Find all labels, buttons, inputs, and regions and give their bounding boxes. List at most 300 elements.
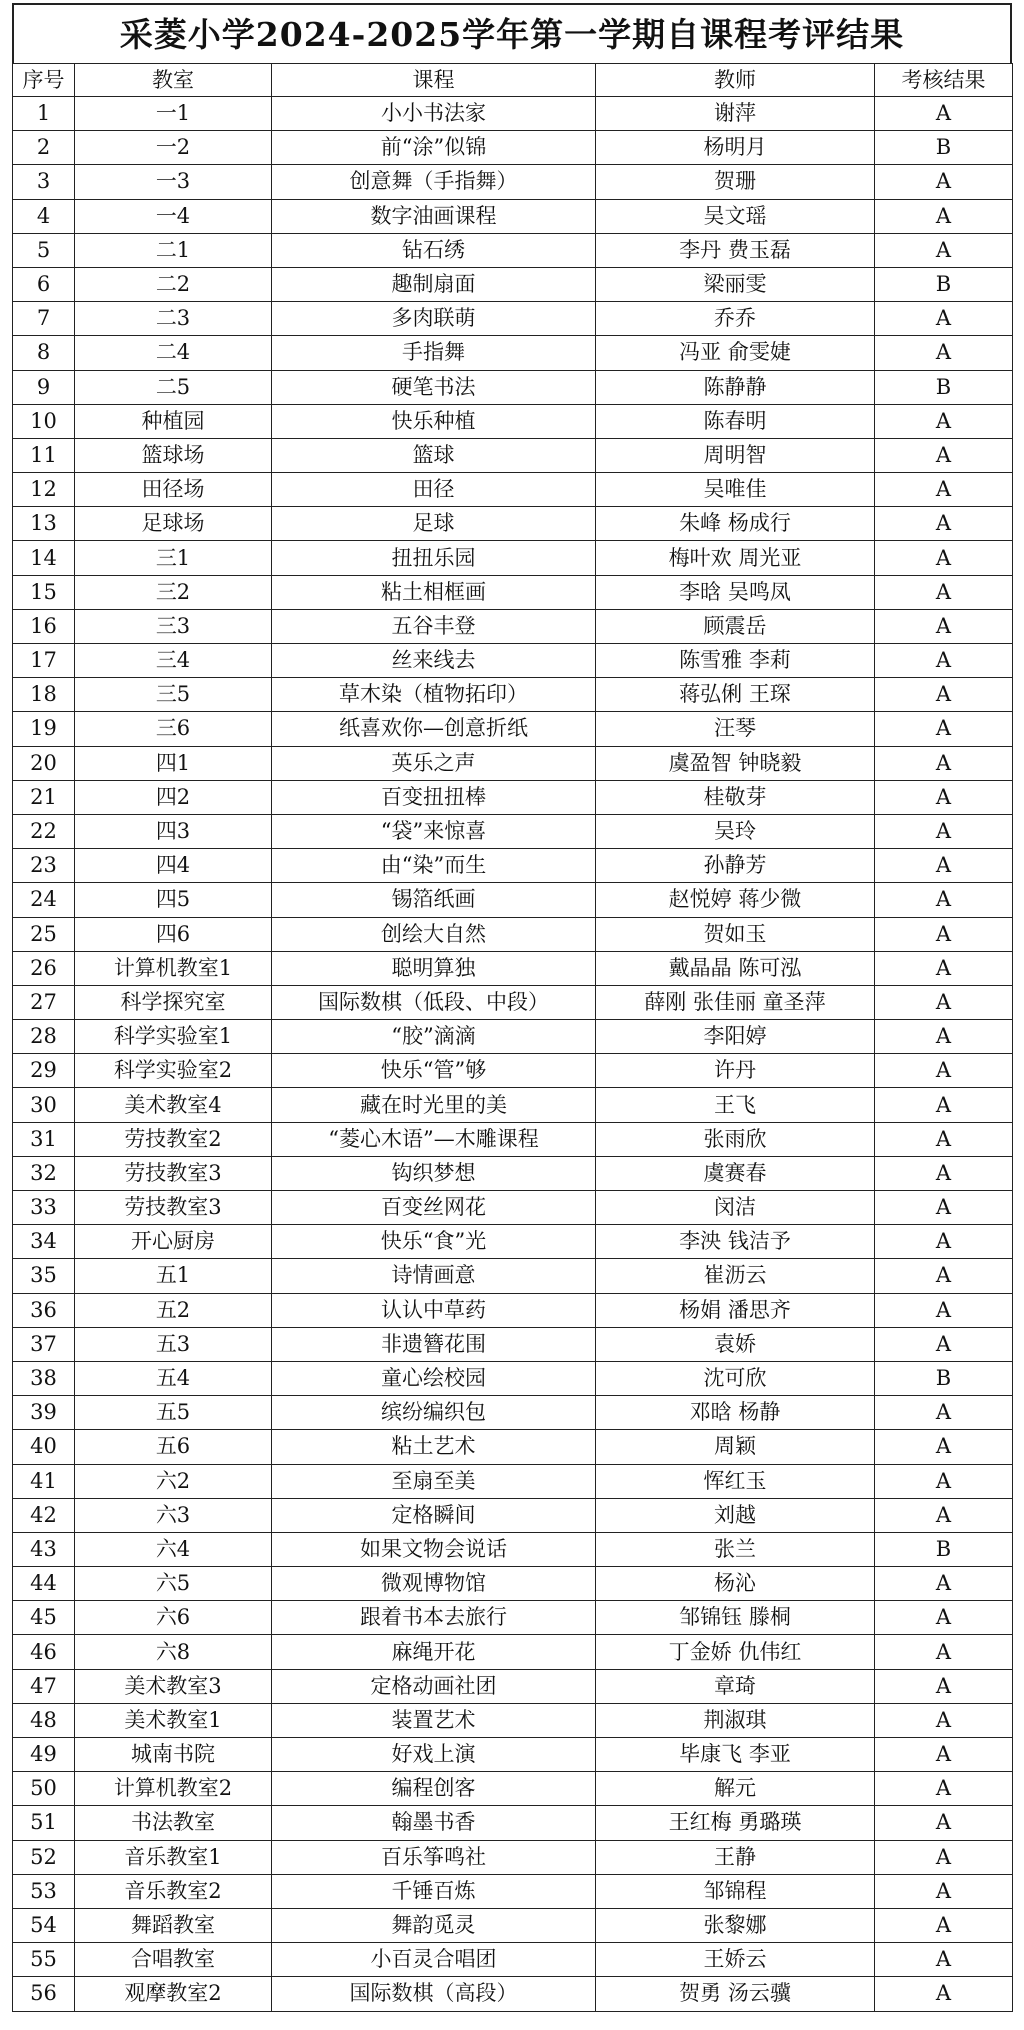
cell-classroom: 五5 — [75, 1396, 272, 1430]
cell-teacher: 恽红玉 — [596, 1464, 875, 1498]
cell-classroom: 美术教室1 — [75, 1703, 272, 1737]
cell-result: A — [875, 1122, 1013, 1156]
table-body — [13, 97, 1013, 2012]
cell-classroom: 二1 — [75, 233, 272, 267]
cell-teacher: 贺如玉 — [596, 917, 875, 951]
table-row — [13, 1122, 1013, 1156]
cell-classroom: 六6 — [75, 1601, 272, 1635]
cell-classroom: 六2 — [75, 1464, 272, 1498]
cell-teacher: 乔乔 — [596, 302, 875, 336]
cell-teacher: 王娇云 — [596, 1943, 875, 1977]
cell-result: A — [875, 199, 1013, 233]
cell-course: 舞韵觅灵 — [272, 1908, 596, 1942]
cell-teacher: 虞赛春 — [596, 1156, 875, 1190]
cell-index: 9 — [13, 370, 75, 404]
cell-teacher: 薛刚 张佳丽 童圣萍 — [596, 985, 875, 1019]
cell-teacher: 解元 — [596, 1772, 875, 1806]
table-row — [13, 678, 1013, 712]
page-title: 采菱小学2024-2025学年第一学期自课程考评结果 — [12, 3, 1012, 63]
cell-index: 41 — [13, 1464, 75, 1498]
table-row — [13, 1191, 1013, 1225]
cell-teacher: 杨娟 潘思齐 — [596, 1293, 875, 1327]
cell-teacher: 刘越 — [596, 1498, 875, 1532]
cell-index: 23 — [13, 849, 75, 883]
header-row — [13, 64, 1013, 97]
cell-result: A — [875, 1943, 1013, 1977]
cell-classroom: 二3 — [75, 302, 272, 336]
cell-course: 百变丝网花 — [272, 1191, 596, 1225]
cell-course: 田径 — [272, 473, 596, 507]
cell-teacher: 陈静静 — [596, 370, 875, 404]
table-row — [13, 849, 1013, 883]
cell-teacher: 周明智 — [596, 438, 875, 472]
cell-classroom: 一2 — [75, 131, 272, 165]
cell-teacher: 陈春明 — [596, 404, 875, 438]
cell-course: 纸喜欢你—创意折纸 — [272, 712, 596, 746]
cell-classroom: 五4 — [75, 1361, 272, 1395]
cell-teacher: 毕康飞 李亚 — [596, 1738, 875, 1772]
cell-result: A — [875, 1806, 1013, 1840]
cell-index: 22 — [13, 814, 75, 848]
cell-classroom: 劳技教室3 — [75, 1156, 272, 1190]
cell-teacher: 谢萍 — [596, 97, 875, 131]
table-row — [13, 1430, 1013, 1464]
cell-index: 55 — [13, 1943, 75, 1977]
cell-classroom: 三1 — [75, 541, 272, 575]
table-row — [13, 1498, 1013, 1532]
cell-result: A — [875, 1430, 1013, 1464]
table-row — [13, 1772, 1013, 1806]
cell-classroom: 书法教室 — [75, 1806, 272, 1840]
cell-classroom: 四2 — [75, 780, 272, 814]
cell-course: 粘土艺术 — [272, 1430, 596, 1464]
table-row — [13, 267, 1013, 301]
cell-index: 16 — [13, 609, 75, 643]
cell-course: 编程创客 — [272, 1772, 596, 1806]
table-row — [13, 1669, 1013, 1703]
cell-course: 百变扭扭棒 — [272, 780, 596, 814]
cell-course: 跟着书本去旅行 — [272, 1601, 596, 1635]
cell-course: 草木染（植物拓印） — [272, 678, 596, 712]
cell-course: 钻石绣 — [272, 233, 596, 267]
cell-classroom: 二2 — [75, 267, 272, 301]
table-row — [13, 917, 1013, 951]
table-row — [13, 1327, 1013, 1361]
cell-index: 24 — [13, 883, 75, 917]
cell-result: A — [875, 1601, 1013, 1635]
cell-teacher: 沈可欣 — [596, 1361, 875, 1395]
cell-classroom: 计算机教室1 — [75, 951, 272, 985]
table-row — [13, 97, 1013, 131]
cell-result: A — [875, 438, 1013, 472]
cell-index: 49 — [13, 1738, 75, 1772]
cell-result: A — [875, 1225, 1013, 1259]
cell-classroom: 三2 — [75, 575, 272, 609]
cell-course: 千锤百炼 — [272, 1874, 596, 1908]
cell-teacher: 杨沁 — [596, 1567, 875, 1601]
cell-classroom: 三5 — [75, 678, 272, 712]
cell-teacher: 冯亚 俞雯婕 — [596, 336, 875, 370]
cell-course: 国际数棋（低段、中段） — [272, 985, 596, 1019]
table-row — [13, 1840, 1013, 1874]
cell-teacher: 赵悦婷 蒋少微 — [596, 883, 875, 917]
cell-classroom: 劳技教室3 — [75, 1191, 272, 1225]
table-row — [13, 644, 1013, 678]
table-row — [13, 1874, 1013, 1908]
cell-index: 15 — [13, 575, 75, 609]
cell-result: A — [875, 575, 1013, 609]
table-row — [13, 1806, 1013, 1840]
cell-index: 28 — [13, 1020, 75, 1054]
cell-index: 53 — [13, 1874, 75, 1908]
cell-index: 50 — [13, 1772, 75, 1806]
cell-result: B — [875, 267, 1013, 301]
cell-result: A — [875, 97, 1013, 131]
cell-index: 36 — [13, 1293, 75, 1327]
cell-result: A — [875, 917, 1013, 951]
cell-result: A — [875, 1020, 1013, 1054]
cell-teacher: 李阳婷 — [596, 1020, 875, 1054]
cell-course: 快乐“管”够 — [272, 1054, 596, 1088]
table-row — [13, 985, 1013, 1019]
header-course: 课程 — [272, 64, 596, 97]
header-teacher: 教师 — [596, 64, 875, 97]
cell-course: 丝来线去 — [272, 644, 596, 678]
cell-classroom: 四3 — [75, 814, 272, 848]
cell-result: A — [875, 1635, 1013, 1669]
cell-index: 34 — [13, 1225, 75, 1259]
table-row — [13, 814, 1013, 848]
cell-result: A — [875, 1396, 1013, 1430]
cell-result: A — [875, 1327, 1013, 1361]
table-row — [13, 1361, 1013, 1395]
cell-course: 麻绳开花 — [272, 1635, 596, 1669]
cell-teacher: 荆淑琪 — [596, 1703, 875, 1737]
cell-classroom: 合唱教室 — [75, 1943, 272, 1977]
cell-course: 诗情画意 — [272, 1259, 596, 1293]
cell-teacher: 蒋弘俐 王琛 — [596, 678, 875, 712]
table-row — [13, 1703, 1013, 1737]
cell-classroom: 篮球场 — [75, 438, 272, 472]
cell-result: A — [875, 849, 1013, 883]
cell-course: 百乐筝鸣社 — [272, 1840, 596, 1874]
cell-classroom: 一1 — [75, 97, 272, 131]
table-row — [13, 1054, 1013, 1088]
cell-teacher: 吴唯佳 — [596, 473, 875, 507]
table-row — [13, 746, 1013, 780]
cell-course: 国际数棋（高段） — [272, 1977, 596, 2011]
cell-classroom: 四6 — [75, 917, 272, 951]
cell-result: A — [875, 712, 1013, 746]
cell-course: 足球 — [272, 507, 596, 541]
cell-classroom: 开心厨房 — [75, 1225, 272, 1259]
cell-classroom: 田径场 — [75, 473, 272, 507]
table-row — [13, 712, 1013, 746]
cell-teacher: 贺珊 — [596, 165, 875, 199]
cell-index: 14 — [13, 541, 75, 575]
cell-teacher: 李泱 钱洁予 — [596, 1225, 875, 1259]
cell-course: 五谷丰登 — [272, 609, 596, 643]
cell-course: 微观博物馆 — [272, 1567, 596, 1601]
header-index: 序号 — [13, 64, 75, 97]
cell-index: 32 — [13, 1156, 75, 1190]
table-row — [13, 1738, 1013, 1772]
cell-index: 11 — [13, 438, 75, 472]
table-row — [13, 438, 1013, 472]
table-row — [13, 199, 1013, 233]
cell-result: A — [875, 1156, 1013, 1190]
cell-index: 52 — [13, 1840, 75, 1874]
cell-teacher: 梁丽雯 — [596, 267, 875, 301]
cell-index: 37 — [13, 1327, 75, 1361]
cell-index: 19 — [13, 712, 75, 746]
cell-result: A — [875, 1840, 1013, 1874]
cell-result: A — [875, 883, 1013, 917]
cell-course: 快乐种植 — [272, 404, 596, 438]
cell-classroom: 三6 — [75, 712, 272, 746]
cell-result: A — [875, 1703, 1013, 1737]
cell-index: 56 — [13, 1977, 75, 2011]
cell-course: 篮球 — [272, 438, 596, 472]
cell-classroom: 三3 — [75, 609, 272, 643]
cell-index: 35 — [13, 1259, 75, 1293]
table-row — [13, 131, 1013, 165]
cell-teacher: 虞盈智 钟晓毅 — [596, 746, 875, 780]
header-classroom: 教室 — [75, 64, 272, 97]
cell-classroom: 科学实验室2 — [75, 1054, 272, 1088]
cell-teacher: 吴文瑶 — [596, 199, 875, 233]
cell-result: B — [875, 131, 1013, 165]
cell-classroom: 音乐教室1 — [75, 1840, 272, 1874]
cell-teacher: 吴玲 — [596, 814, 875, 848]
cell-index: 13 — [13, 507, 75, 541]
cell-course: 定格瞬间 — [272, 1498, 596, 1532]
cell-teacher: 章琦 — [596, 1669, 875, 1703]
cell-classroom: 六3 — [75, 1498, 272, 1532]
table-row — [13, 951, 1013, 985]
cell-result: A — [875, 1772, 1013, 1806]
cell-course: 至扇至美 — [272, 1464, 596, 1498]
cell-course: 快乐“食”光 — [272, 1225, 596, 1259]
cell-index: 29 — [13, 1054, 75, 1088]
cell-teacher: 梅叶欢 周光亚 — [596, 541, 875, 575]
cell-teacher: 周颖 — [596, 1430, 875, 1464]
cell-index: 38 — [13, 1361, 75, 1395]
cell-index: 12 — [13, 473, 75, 507]
cell-classroom: 劳技教室2 — [75, 1122, 272, 1156]
cell-classroom: 六8 — [75, 1635, 272, 1669]
cell-result: A — [875, 1874, 1013, 1908]
cell-teacher: 戴晶晶 陈可泓 — [596, 951, 875, 985]
cell-classroom: 一3 — [75, 165, 272, 199]
cell-teacher: 许丹 — [596, 1054, 875, 1088]
cell-teacher: 陈雪雅 李莉 — [596, 644, 875, 678]
cell-teacher: 朱峰 杨成行 — [596, 507, 875, 541]
cell-result: A — [875, 1464, 1013, 1498]
cell-course: 趣制扇面 — [272, 267, 596, 301]
cell-teacher: 邓晗 杨静 — [596, 1396, 875, 1430]
cell-classroom: 三4 — [75, 644, 272, 678]
cell-classroom: 五1 — [75, 1259, 272, 1293]
cell-course: 硬笔书法 — [272, 370, 596, 404]
cell-classroom: 计算机教室2 — [75, 1772, 272, 1806]
cell-teacher: 李丹 费玉磊 — [596, 233, 875, 267]
cell-result: A — [875, 746, 1013, 780]
cell-classroom: 舞蹈教室 — [75, 1908, 272, 1942]
table-row — [13, 883, 1013, 917]
cell-course: 英乐之声 — [272, 746, 596, 780]
cell-index: 26 — [13, 951, 75, 985]
cell-result: A — [875, 780, 1013, 814]
cell-index: 4 — [13, 199, 75, 233]
cell-result: A — [875, 473, 1013, 507]
cell-index: 40 — [13, 1430, 75, 1464]
table-row — [13, 302, 1013, 336]
results-sheet — [12, 3, 1012, 2012]
cell-result: A — [875, 507, 1013, 541]
cell-index: 7 — [13, 302, 75, 336]
results-table — [12, 63, 1013, 2012]
cell-course: 童心绘校园 — [272, 1361, 596, 1395]
cell-course: “胶”滴滴 — [272, 1020, 596, 1054]
cell-teacher: 邹锦程 — [596, 1874, 875, 1908]
cell-index: 1 — [13, 97, 75, 131]
cell-result: A — [875, 1498, 1013, 1532]
cell-teacher: 张黎娜 — [596, 1908, 875, 1942]
cell-index: 42 — [13, 1498, 75, 1532]
cell-result: A — [875, 1088, 1013, 1122]
cell-index: 5 — [13, 233, 75, 267]
cell-classroom: 美术教室3 — [75, 1669, 272, 1703]
cell-teacher: 邹锦钰 滕桐 — [596, 1601, 875, 1635]
cell-course: 装置艺术 — [272, 1703, 596, 1737]
cell-result: A — [875, 985, 1013, 1019]
cell-course: 如果文物会说话 — [272, 1532, 596, 1566]
table-row — [13, 404, 1013, 438]
cell-classroom: 二5 — [75, 370, 272, 404]
table-row — [13, 473, 1013, 507]
cell-teacher: 袁娇 — [596, 1327, 875, 1361]
cell-classroom: 六4 — [75, 1532, 272, 1566]
cell-index: 31 — [13, 1122, 75, 1156]
cell-index: 51 — [13, 1806, 75, 1840]
cell-result: A — [875, 678, 1013, 712]
cell-classroom: 四4 — [75, 849, 272, 883]
table-row — [13, 1088, 1013, 1122]
table-row — [13, 336, 1013, 370]
table-row — [13, 1225, 1013, 1259]
table-row — [13, 1635, 1013, 1669]
cell-index: 44 — [13, 1567, 75, 1601]
table-row — [13, 1396, 1013, 1430]
cell-index: 48 — [13, 1703, 75, 1737]
cell-result: A — [875, 951, 1013, 985]
cell-classroom: 观摩教室2 — [75, 1977, 272, 2011]
table-row — [13, 1977, 1013, 2011]
cell-result: A — [875, 336, 1013, 370]
table-row — [13, 1259, 1013, 1293]
cell-course: 前“涂”似锦 — [272, 131, 596, 165]
cell-result: A — [875, 814, 1013, 848]
cell-result: A — [875, 1738, 1013, 1772]
cell-teacher: 丁金娇 仇伟红 — [596, 1635, 875, 1669]
cell-teacher: 王红梅 勇璐瑛 — [596, 1806, 875, 1840]
cell-course: 小百灵合唱团 — [272, 1943, 596, 1977]
cell-result: A — [875, 1191, 1013, 1225]
cell-classroom: 科学探究室 — [75, 985, 272, 1019]
cell-course: 手指舞 — [272, 336, 596, 370]
cell-classroom: 一4 — [75, 199, 272, 233]
table-row — [13, 1020, 1013, 1054]
cell-index: 6 — [13, 267, 75, 301]
cell-course: 定格动画社团 — [272, 1669, 596, 1703]
cell-course: 认认中草药 — [272, 1293, 596, 1327]
cell-result: A — [875, 404, 1013, 438]
table-row — [13, 1156, 1013, 1190]
cell-result: A — [875, 1977, 1013, 2011]
cell-result: A — [875, 233, 1013, 267]
cell-result: A — [875, 1054, 1013, 1088]
cell-index: 30 — [13, 1088, 75, 1122]
cell-classroom: 足球场 — [75, 507, 272, 541]
cell-index: 27 — [13, 985, 75, 1019]
cell-index: 33 — [13, 1191, 75, 1225]
cell-index: 25 — [13, 917, 75, 951]
cell-index: 2 — [13, 131, 75, 165]
cell-course: 数字油画课程 — [272, 199, 596, 233]
cell-index: 10 — [13, 404, 75, 438]
cell-teacher: 杨明月 — [596, 131, 875, 165]
table-row — [13, 609, 1013, 643]
cell-course: 好戏上演 — [272, 1738, 596, 1772]
cell-classroom: 五3 — [75, 1327, 272, 1361]
cell-course: 聪明算独 — [272, 951, 596, 985]
cell-result: A — [875, 1908, 1013, 1942]
cell-course: 由“染”而生 — [272, 849, 596, 883]
cell-course: 粘土相框画 — [272, 575, 596, 609]
cell-teacher: 李晗 吴鸣凤 — [596, 575, 875, 609]
cell-course: 锡箔纸画 — [272, 883, 596, 917]
cell-classroom: 四1 — [75, 746, 272, 780]
cell-teacher: 王飞 — [596, 1088, 875, 1122]
cell-result: A — [875, 644, 1013, 678]
cell-course: 扭扭乐园 — [272, 541, 596, 575]
table-row — [13, 541, 1013, 575]
cell-course: 钩织梦想 — [272, 1156, 596, 1190]
cell-teacher: 汪琴 — [596, 712, 875, 746]
cell-result: A — [875, 609, 1013, 643]
cell-index: 47 — [13, 1669, 75, 1703]
cell-classroom: 城南书院 — [75, 1738, 272, 1772]
header-result: 考核结果 — [875, 64, 1013, 97]
cell-course: 翰墨书香 — [272, 1806, 596, 1840]
cell-teacher: 顾震岳 — [596, 609, 875, 643]
table-row — [13, 1908, 1013, 1942]
cell-course: “袋”来惊喜 — [272, 814, 596, 848]
cell-classroom: 二4 — [75, 336, 272, 370]
cell-index: 43 — [13, 1532, 75, 1566]
cell-course: 创绘大自然 — [272, 917, 596, 951]
table-row — [13, 1601, 1013, 1635]
cell-index: 45 — [13, 1601, 75, 1635]
cell-result: A — [875, 1567, 1013, 1601]
cell-index: 46 — [13, 1635, 75, 1669]
cell-classroom: 音乐教室2 — [75, 1874, 272, 1908]
table-row — [13, 1293, 1013, 1327]
table-row — [13, 165, 1013, 199]
cell-course: “菱心木语”—木雕课程 — [272, 1122, 596, 1156]
cell-index: 18 — [13, 678, 75, 712]
